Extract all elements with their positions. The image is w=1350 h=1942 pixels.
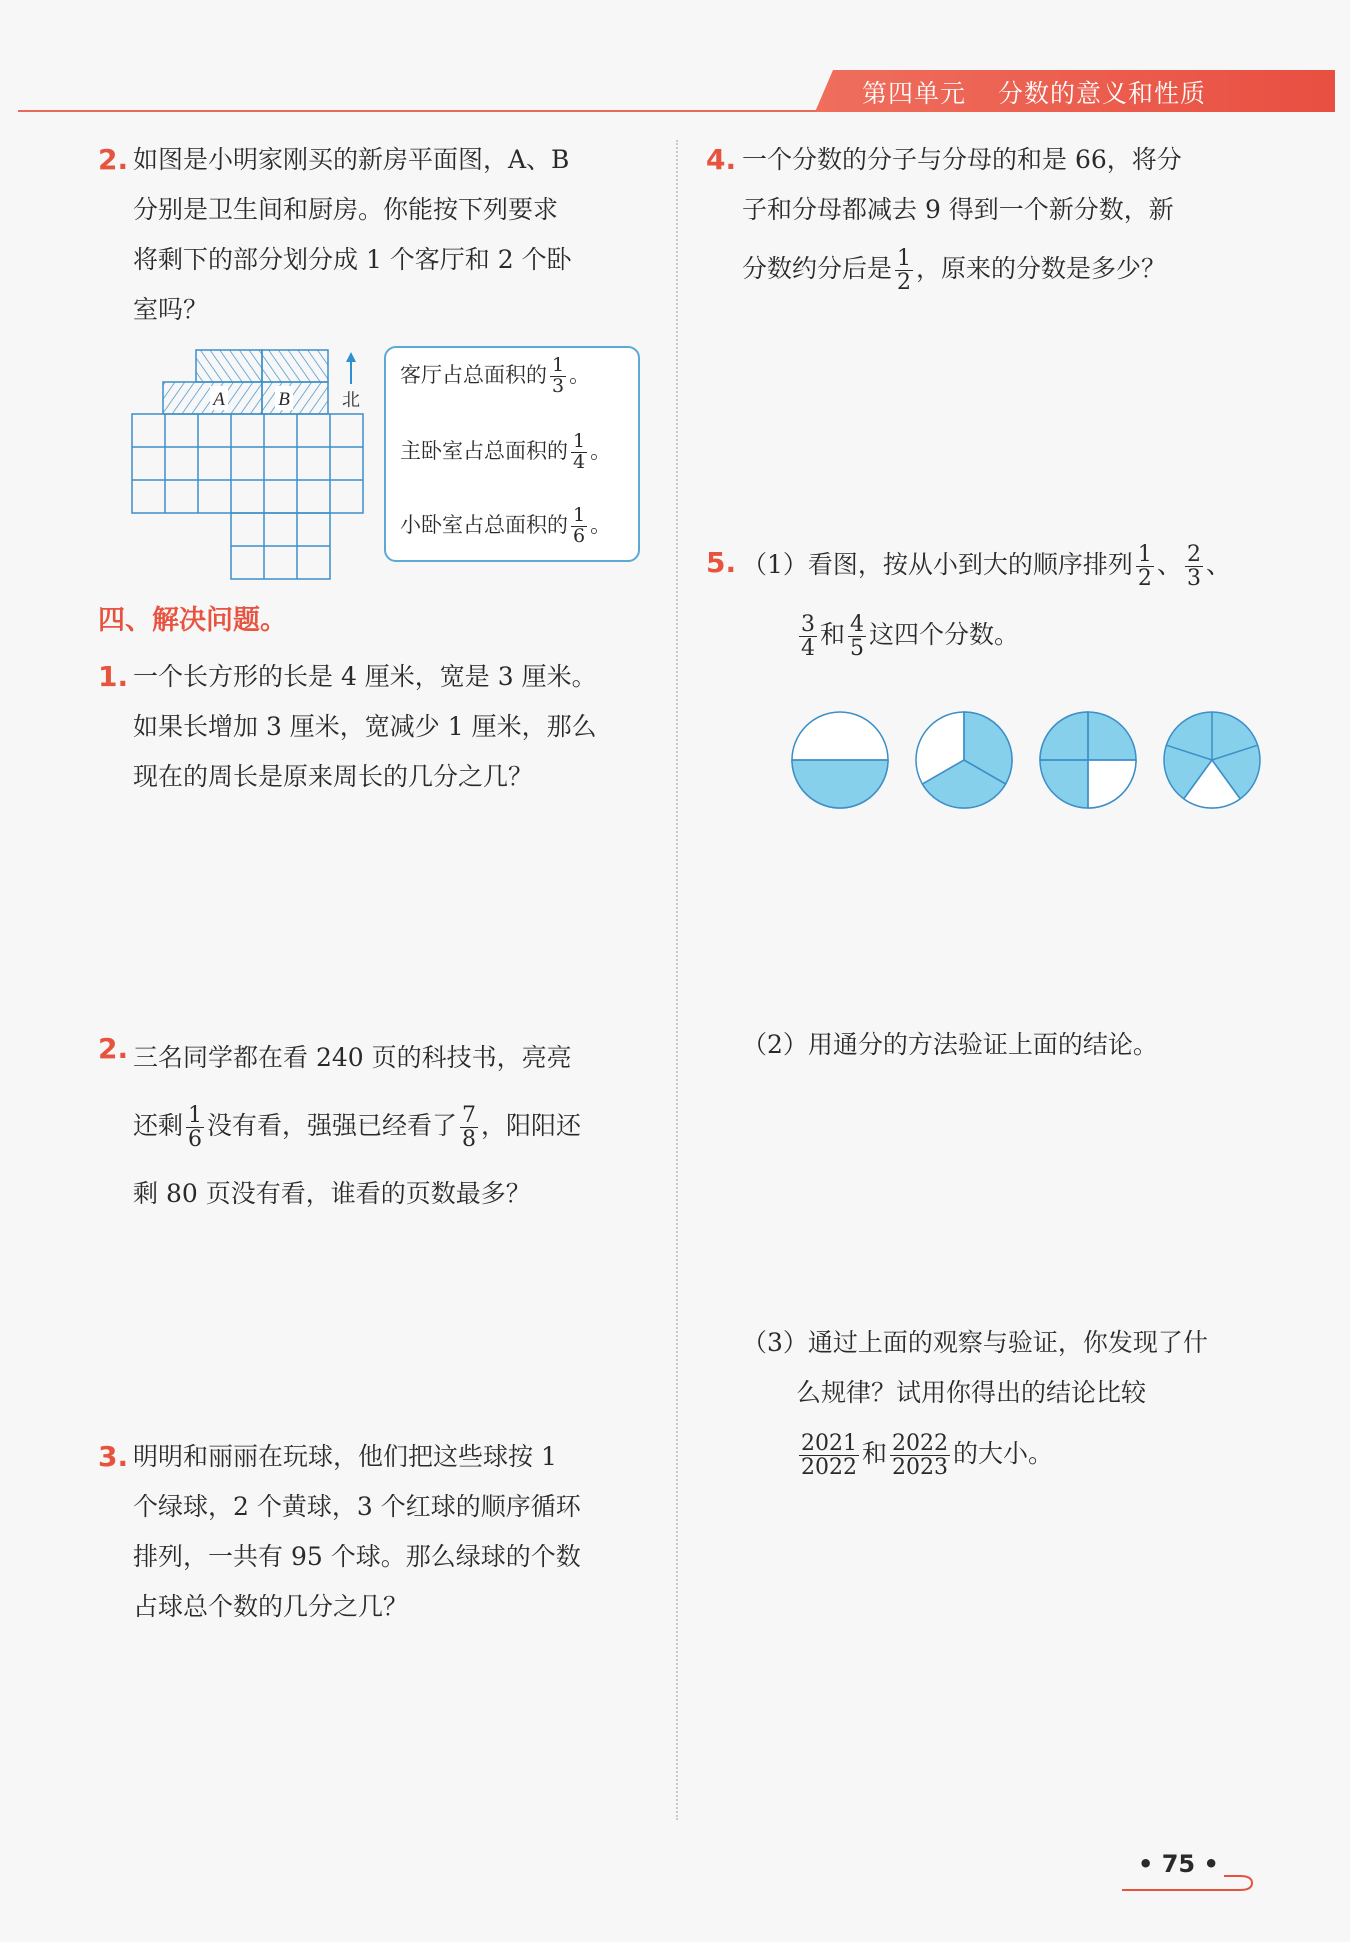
text-segment: 没有看，强强已经看了 [207, 1111, 458, 1140]
text-line: 子和分母都减去 9 得到一个新分数，新 [742, 195, 1174, 224]
fraction-circles-figure [790, 710, 1270, 820]
living-room-requirement [400, 356, 590, 397]
text-line: 如果长增加 3 厘米，宽减少 1 厘米，那么 [133, 712, 597, 741]
problem-1-text [133, 652, 597, 802]
text-line: （3）通过上面的观察与验证，你发现了什 [742, 1328, 1208, 1357]
numerator: 1 [573, 430, 586, 452]
text-segment: 分数约分后是 [742, 254, 893, 283]
requirement-text: 小卧室占总面积的 [400, 512, 568, 537]
text-line: 三名同学都在看 240 页的科技书，亮亮 [133, 1043, 572, 1072]
numerator: 1 [1137, 541, 1152, 567]
requirement-text: 主卧室占总面积的 [400, 438, 568, 463]
problem-3-text [133, 1432, 581, 1632]
problem-2-text [133, 1024, 581, 1228]
fraction [1185, 543, 1203, 590]
fraction [550, 356, 566, 397]
numerator: 1 [552, 354, 565, 376]
circle-one-half [792, 712, 888, 808]
text-line: 如图是小明家刚买的新房平面图，A、B [133, 145, 570, 174]
text-line [133, 1092, 581, 1160]
punctuation: 。 [590, 438, 612, 463]
denominator: 2022 [801, 1455, 857, 1480]
denominator: 6 [573, 524, 586, 547]
text-segment: 还剩 [133, 1111, 184, 1140]
text-line: 剩 80 页没有看，谁看的页数最多？ [133, 1179, 531, 1208]
text-line [742, 235, 1182, 303]
denominator: 3 [552, 374, 565, 397]
problem-4-text [742, 135, 1182, 303]
punctuation: 。 [569, 362, 591, 387]
text-segment: 这四个分数。 [869, 620, 1020, 649]
north-label: 北 [342, 390, 360, 411]
text-line: 现在的周长是原来周长的几分之几？ [133, 762, 534, 791]
text-segment: ，阳阳还 [481, 1111, 582, 1140]
denominator: 5 [850, 636, 865, 661]
text-line: 将剩下的部分划分成 1 个客厅和 2 个卧 [133, 245, 572, 274]
text-segment: 和 [820, 620, 846, 649]
denominator: 6 [188, 1127, 203, 1152]
question-2-text [133, 135, 572, 335]
problem-5-part-2 [742, 1020, 1158, 1070]
plan-grid [132, 414, 363, 579]
numerator: 4 [850, 611, 865, 637]
master-bedroom-requirement [400, 432, 611, 473]
text-segment: ，原来的分数是多少？ [916, 254, 1167, 283]
numerator: 1 [573, 504, 586, 526]
denominator: 8 [462, 1127, 477, 1152]
denominator: 3 [1186, 566, 1201, 591]
fraction [848, 613, 866, 660]
text-line: 一个长方形的长是 4 厘米，宽是 3 厘米。 [133, 662, 597, 691]
fraction [799, 613, 817, 660]
punctuation: 。 [590, 512, 612, 537]
numerator: 2021 [801, 1430, 857, 1456]
problem-5-part-3 [742, 1318, 1208, 1490]
text-line: 排列，一共有 95 个球。那么绿球的个数 [133, 1542, 581, 1571]
text-line: 一个分数的分子与分母的和是 66，将分 [742, 145, 1182, 174]
numerator: 2 [1186, 541, 1201, 567]
text-line: 明明和丽丽在玩球，他们把这些球按 1 [133, 1442, 557, 1471]
fraction [571, 432, 587, 473]
numerator: 1 [188, 1102, 203, 1128]
problem-5-part-1 [742, 530, 1231, 670]
text-line [742, 530, 1231, 600]
room-requirements-box [384, 346, 640, 562]
text-line: 占球总个数的几分之几？ [133, 1592, 409, 1621]
text-segment: 的大小。 [953, 1439, 1054, 1468]
requirement-text: 客厅占总面积的 [400, 362, 547, 387]
numerator: 3 [801, 611, 815, 637]
page-number: • 75 • [1138, 1850, 1219, 1878]
fraction [571, 506, 587, 547]
text-line: 分别是卫生间和厨房。你能按下列要求 [133, 195, 559, 224]
chapter-title: 分数的意义和性质 [998, 79, 1207, 108]
circle-three-quarters [1040, 712, 1136, 808]
text-segment: 和 [862, 1439, 888, 1468]
fraction [890, 1432, 950, 1479]
question-number: 5. [706, 546, 737, 579]
question-number: 2. [98, 1032, 129, 1065]
text-line [742, 600, 1231, 670]
text-line: 么规律？试用你得出的结论比较 [796, 1378, 1147, 1407]
denominator: 2 [1137, 566, 1152, 591]
fraction [799, 1432, 859, 1479]
column-divider [676, 140, 678, 1820]
small-bedroom-requirement [400, 506, 611, 547]
fraction [186, 1104, 204, 1151]
question-number: 3. [98, 1440, 129, 1473]
label-a: A [213, 389, 225, 410]
page-number-swoosh-icon [1120, 1872, 1260, 1896]
question-number: 2. [98, 143, 129, 176]
denominator: 4 [801, 636, 815, 661]
question-number: 1. [98, 660, 129, 693]
text-segment: （1）看图，按从小到大的顺序排列 [742, 550, 1133, 579]
numerator: 7 [462, 1102, 477, 1128]
kitchen-b [262, 350, 328, 414]
floor-plan-figure [130, 348, 370, 584]
denominator: 4 [573, 450, 586, 473]
separator: 、 [1205, 550, 1231, 579]
north-arrow-icon [346, 352, 356, 384]
fraction [895, 247, 913, 294]
denominator: 2023 [892, 1455, 949, 1480]
fraction [460, 1104, 478, 1151]
numerator: 1 [897, 245, 912, 271]
numerator: 2022 [892, 1430, 949, 1456]
question-number: 4. [706, 143, 737, 176]
text-line: （2）用通分的方法验证上面的结论。 [742, 1030, 1158, 1059]
text-line: 室吗？ [133, 295, 209, 324]
circle-four-fifths [1164, 712, 1260, 808]
denominator: 2 [897, 270, 912, 295]
separator: 、 [1156, 550, 1182, 579]
unit-label: 第四单元 [862, 79, 967, 108]
circle-two-thirds [916, 712, 1012, 808]
fraction [1136, 543, 1154, 590]
label-b: B [278, 389, 290, 410]
section-heading: 四、解决问题。 [98, 605, 287, 636]
text-line [742, 1418, 1208, 1490]
header-title [862, 74, 1206, 110]
text-line: 个绿球，2 个黄球，3 个红球的顺序循环 [133, 1492, 581, 1521]
